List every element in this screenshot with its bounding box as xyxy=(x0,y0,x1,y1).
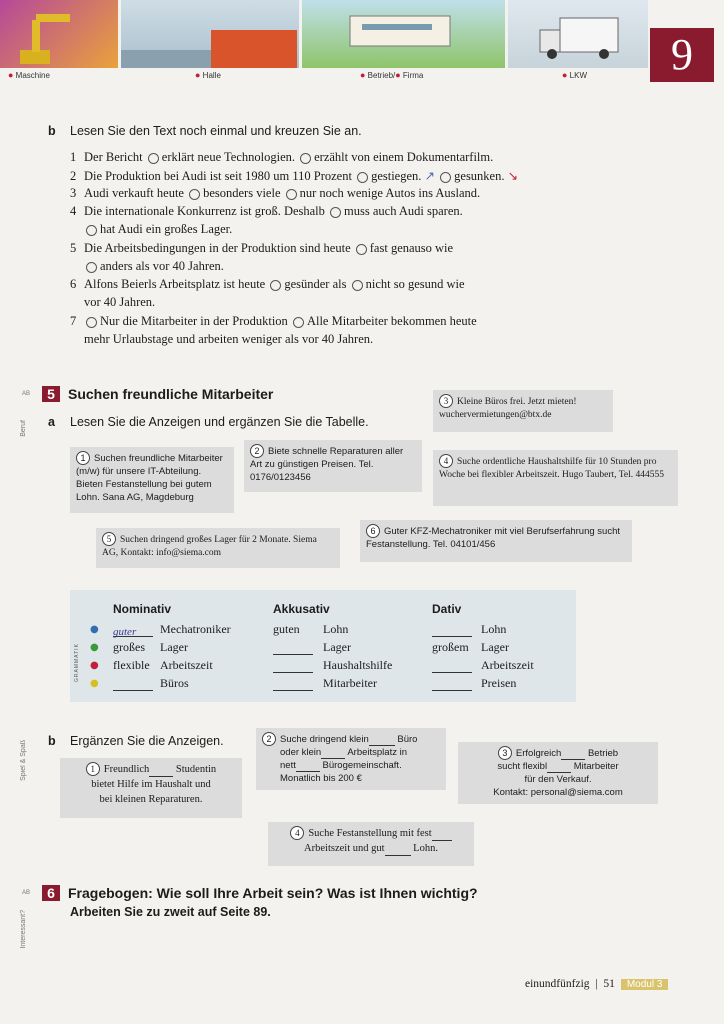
question-7-cont: mehr Urlaubstage und arbeiten weniger als vor 40 Jahren. xyxy=(84,332,374,346)
cell-nom-adj: flexible xyxy=(113,658,150,672)
cell-dat-noun: Preisen xyxy=(481,676,517,690)
cell-nom-noun: Arbeitszeit xyxy=(160,658,213,672)
side-label-spiel: Spiel & Spaß xyxy=(20,740,27,781)
cell-akk-noun: Lager xyxy=(323,640,351,654)
checkbox[interactable] xyxy=(286,189,297,200)
cell-nom-noun: Lager xyxy=(160,640,188,654)
checkbox[interactable] xyxy=(293,317,304,328)
header-dativ: Dativ xyxy=(432,602,462,616)
checkbox[interactable] xyxy=(86,262,97,273)
table-row: guter xyxy=(113,622,153,637)
factory-icon xyxy=(302,0,505,68)
arrow-down-icon: ↘ xyxy=(507,169,519,183)
task-b-instruction: Lesen Sie den Text noch einmal und kreuzen Sie an. xyxy=(70,124,362,138)
checkbox[interactable] xyxy=(270,280,281,291)
cell-akk-adj[interactable] xyxy=(273,676,313,691)
chapter-number: 9 xyxy=(650,28,714,82)
bullet-yellow: ● xyxy=(90,678,99,689)
cell-dat-adj[interactable] xyxy=(432,622,472,637)
ad-1: 1 Suchen freundliche Mitarbeiter (m/w) für unsere IT-Abteilung. Bieten Festanstellung bei gutem Lohn. Sana AG, Magdeburg xyxy=(70,447,234,513)
ab-marker: AB xyxy=(22,890,31,896)
cell-nom-adj: großes xyxy=(113,640,145,654)
cell-dat-adj[interactable] xyxy=(432,658,472,673)
fill-ad-1: 1 Freundlich Studentin bietet Hilfe im Haushalt und bei kleinen Reparaturen. xyxy=(60,758,242,818)
checkbox[interactable] xyxy=(300,153,311,164)
blank-input[interactable] xyxy=(561,749,585,760)
checkbox[interactable] xyxy=(357,172,368,183)
arrow-up-icon: ↗ xyxy=(424,169,436,183)
modul-badge: Modul 3 xyxy=(621,979,669,990)
cell-nom-noun: Mechatroniker xyxy=(160,622,231,636)
section-6-sub: Arbeiten Sie zu zweit auf Seite 89. xyxy=(70,905,271,919)
cell-akk-adj[interactable] xyxy=(273,658,313,673)
cell-dat-noun: Lohn xyxy=(481,622,507,636)
question-5-cont: anders als vor 40 Jahren. xyxy=(70,259,224,274)
task-5a-instruction: Lesen Sie die Anzeigen und ergänzen Sie die Tabelle. xyxy=(70,415,369,429)
cell-akk-adj: guten xyxy=(273,622,300,636)
checkbox[interactable] xyxy=(352,280,363,291)
checkbox[interactable] xyxy=(86,225,97,236)
fill-ad-2: 2 Suche dringend klein Büro oder klein Arbeitsplatz in nett Bürogemeinschaft. Monatlich bis 200 € xyxy=(256,728,446,790)
side-label-beruf: Beruf xyxy=(20,420,27,437)
cell-nom-noun: Büros xyxy=(160,676,189,690)
cell-dat-adj[interactable] xyxy=(432,676,472,691)
cell-dat-adj: großem xyxy=(432,640,469,654)
header-akkusativ: Akkusativ xyxy=(273,602,330,616)
caption-truck: ● LKW xyxy=(562,70,588,80)
blank-input[interactable] xyxy=(385,845,411,856)
header-image-company xyxy=(302,0,505,68)
blank-input[interactable] xyxy=(369,735,395,746)
checkbox[interactable] xyxy=(330,207,341,218)
truck-icon xyxy=(508,0,648,68)
checkbox[interactable] xyxy=(356,244,367,255)
cell-akk-noun: Lohn xyxy=(323,622,349,636)
cell-akk-adj[interactable] xyxy=(273,640,313,655)
ad-3: 3 Kleine Büros frei. Jetzt mieten! wuchervermietungen@btx.de xyxy=(433,390,613,432)
ad-2: 2 Biete schnelle Reparaturen aller Art zu günstigen Preisen. Tel. 0176/0123456 xyxy=(244,440,422,492)
fill-ad-4: 4 Suche Festanstellung mit fest Arbeitszeit und gut Lohn. xyxy=(268,822,474,866)
fill-ad-3: 3 Erfolgreich Betrieb sucht flexibl Mitarbeiter für den Verkauf. Kontakt: personal@siema.com xyxy=(458,742,658,804)
page-footer: einundfünfzig | 51 Modul 3 xyxy=(525,978,668,990)
blank-input[interactable] xyxy=(149,766,173,777)
cell-nom-adj[interactable] xyxy=(113,676,153,691)
caption-machine: ● Maschine xyxy=(8,70,50,80)
header-image-truck xyxy=(508,0,648,68)
task-5a-label: a xyxy=(48,415,55,429)
checkbox[interactable] xyxy=(440,172,451,183)
ad-5: 5 Suchen dringend großes Lager für 2 Monate. Siema AG, Kontakt: info@siema.com xyxy=(96,528,340,568)
question-6: 6 Alfons Beierls Arbeitsplatz ist heute gesünder als nicht so gesund wie xyxy=(70,277,465,291)
hall-icon xyxy=(121,0,299,68)
blank-input[interactable] xyxy=(547,762,571,773)
question-6-cont: vor 40 Jahren. xyxy=(84,295,156,309)
question-3: 3 Audi verkauft heute besonders viele nur noch wenige Autos ins Ausland. xyxy=(70,186,481,200)
task-b-label: b xyxy=(48,124,56,138)
section-6-heading: 6 Fragebogen: Wie soll Ihre Arbeit sein? Was ist Ihnen wichtig? xyxy=(42,885,478,901)
header-nominativ: Nominativ xyxy=(113,602,172,616)
blank-input[interactable] xyxy=(321,748,345,759)
bullet-green: ● xyxy=(90,642,99,653)
bullet-red: ● xyxy=(90,660,99,671)
section-5-heading: 5 Suchen freundliche Mitarbeiter xyxy=(42,386,273,402)
ad-6: 6 Guter KFZ-Mechatroniker mit viel Berufserfahrung sucht Festanstellung. Tel. 04101/456 xyxy=(360,520,632,562)
cell-akk-noun: Mitarbeiter xyxy=(323,676,377,690)
checkbox[interactable] xyxy=(189,189,200,200)
caption-company: ● Betrieb/● Firma xyxy=(360,70,424,80)
question-4: 4 Die internationale Konkurrenz ist groß. Deshalb muss auch Audi sparen. xyxy=(70,204,463,218)
header-image-machine xyxy=(0,0,118,68)
question-2: 2 Die Produktion bei Audi ist seit 1980 um 110 Prozent gestiegen. ↗ gesunken. ↘ xyxy=(70,169,519,183)
blank-input[interactable] xyxy=(296,761,320,772)
cell-dat-noun: Lager xyxy=(481,640,509,654)
cell-akk-noun: Haushaltshilfe xyxy=(323,658,393,672)
question-4-cont: hat Audi ein großes Lager. xyxy=(70,222,232,237)
question-5: 5 Die Arbeitsbedingungen in der Produktion sind heute fast genauso wie xyxy=(70,241,454,255)
checkbox[interactable] xyxy=(148,153,159,164)
robot-arm-icon xyxy=(0,0,118,68)
blank-input[interactable] xyxy=(432,830,452,841)
header-image-hall xyxy=(121,0,299,68)
ab-marker: AB xyxy=(22,391,31,397)
task-5b-label: b xyxy=(48,734,56,748)
question-1: 1 Der Bericht erklärt neue Technologien. erzählt von einem Dokumentarfilm. xyxy=(70,150,494,164)
ad-4: 4 Suche ordentliche Haushaltshilfe für 10 Stunden pro Woche bei flexibler Arbeitszeit. Hugo Taubert, Tel. 444555 xyxy=(433,450,678,506)
task-5b-instruction: Ergänzen Sie die Anzeigen. xyxy=(70,734,224,748)
checkbox[interactable] xyxy=(86,317,97,328)
bullet-blue: ● xyxy=(90,624,99,635)
caption-hall: ● Halle xyxy=(195,70,221,80)
grammar-tag: GRAMMATIK xyxy=(74,643,80,682)
question-7: 7 Nur die Mitarbeiter in der Produktion Alle Mitarbeiter bekommen heute xyxy=(70,314,477,328)
side-label-interessant: Interessant? xyxy=(20,910,27,949)
cell-dat-noun: Arbeitszeit xyxy=(481,658,534,672)
